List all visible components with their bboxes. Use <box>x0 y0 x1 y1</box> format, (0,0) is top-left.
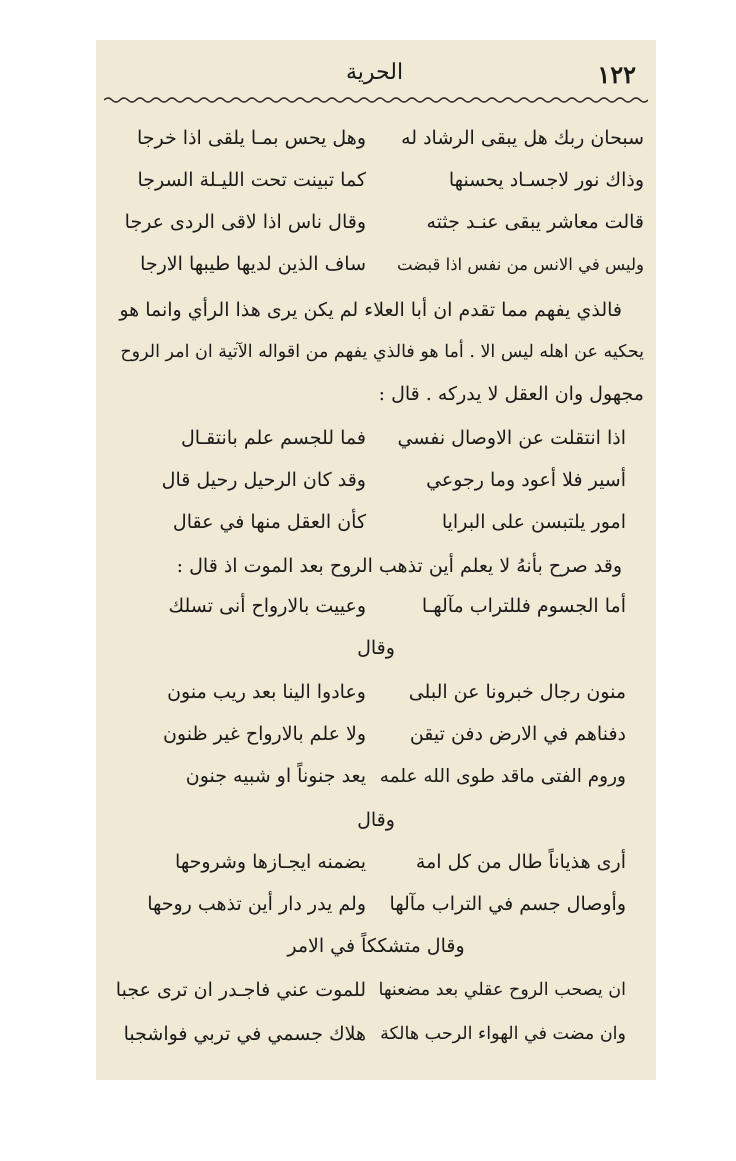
verse-left: ساف الذين لديها طيبها الارجا <box>140 253 366 275</box>
verse-right: وأوصال جسم في التراب مآلها <box>389 893 626 915</box>
verse-left: وهل يحس بمـا يلقى اذا خرجا <box>137 127 366 149</box>
verse-right: منون رجال خبرونا عن البلى <box>408 681 626 703</box>
book-page <box>96 40 656 1080</box>
verse-left: وعييت بالارواح أنى تسلك <box>168 595 366 617</box>
verse-right: سبحان ربك هل يبقى الرشاد له <box>401 127 644 149</box>
verse-right: ان يصحب الروح عقلي بعد مضعنها <box>378 980 626 1000</box>
prose-line: فالذي يفهم مما تقدم ان أبا العلاء لم يكن يرى هذا الرأي وانما هو <box>119 299 622 321</box>
prose-line: يحكيه عن اهله ليس الا . أما هو فالذي يفهم من اقواله الآتية ان امر الروح <box>120 342 644 362</box>
verse-right: قالت معاشر يبقى عنـد جثته <box>426 211 644 233</box>
section-heading: وقال <box>357 637 395 659</box>
verse-left: ولا علم بالارواح غير ظنون <box>162 723 366 745</box>
prose-line: مجهول وان العقل لا يدركه . قال : <box>378 383 644 405</box>
page-header <box>96 54 656 90</box>
section-heading: وقال متشككاً في الامر <box>287 935 465 957</box>
verse-right: وليس في الانس من نفس اذا قبضت <box>396 254 644 274</box>
prose-line: وقد صرح بأنهُ لا يعلم أين تذهب الروح بعد الموت اذ قال : <box>176 555 622 577</box>
verse-right: أسير فلا أعود وما رجوعي <box>426 469 626 491</box>
verse-left: للموت عني فاجـدر ان ترى عجبا <box>115 979 366 1001</box>
verse-left: يعد جنوناً او شبيه جنون <box>185 765 366 787</box>
verse-right: امور يلتبسن على البرايا <box>441 511 626 533</box>
verse-right: اذا انتقلت عن الاوصال نفسي <box>397 427 626 449</box>
verse-right: دفناهم في الارض دفن تيقن <box>409 723 626 745</box>
verse-left: وقد كان الرحيل رحيل قال <box>161 469 366 491</box>
verse-left: فما للجسم علم بانتقـال <box>180 427 366 449</box>
verse-left: وعادوا الينا بعد ريب منون <box>167 681 366 703</box>
verse-left: وقال ناس اذا لاقى الردى عرجا <box>124 211 366 233</box>
page-number: ١٢٢ <box>597 60 636 89</box>
verse-right: وان مضت في الهواء الرحب هالكة <box>380 1024 626 1044</box>
section-heading: وقال <box>357 809 395 831</box>
verse-left: هلاك جسمي في تربي فواشجبا <box>123 1023 366 1045</box>
wavy-divider <box>104 94 648 106</box>
verse-left: كما تبينت تحت الليـلة السرجا <box>137 169 366 191</box>
verse-left: ولم يدر دار أين تذهب روحها <box>147 893 366 915</box>
running-title: الحرية <box>346 60 404 85</box>
verse-right: وروم الفتى ماقد طوى الله علمه <box>379 765 626 787</box>
verse-right: وذاك نور لاجسـاد يحسنها <box>448 169 644 191</box>
verse-right: أما الجسوم فللتراب مآلهـا <box>421 595 626 617</box>
verse-left: يضمنه ايجـازها وشروحها <box>175 851 366 873</box>
verse-left: كأن العقل منها في عقال <box>172 511 366 533</box>
verse-right: أرى هذياناً طال من كل امة <box>415 851 626 873</box>
